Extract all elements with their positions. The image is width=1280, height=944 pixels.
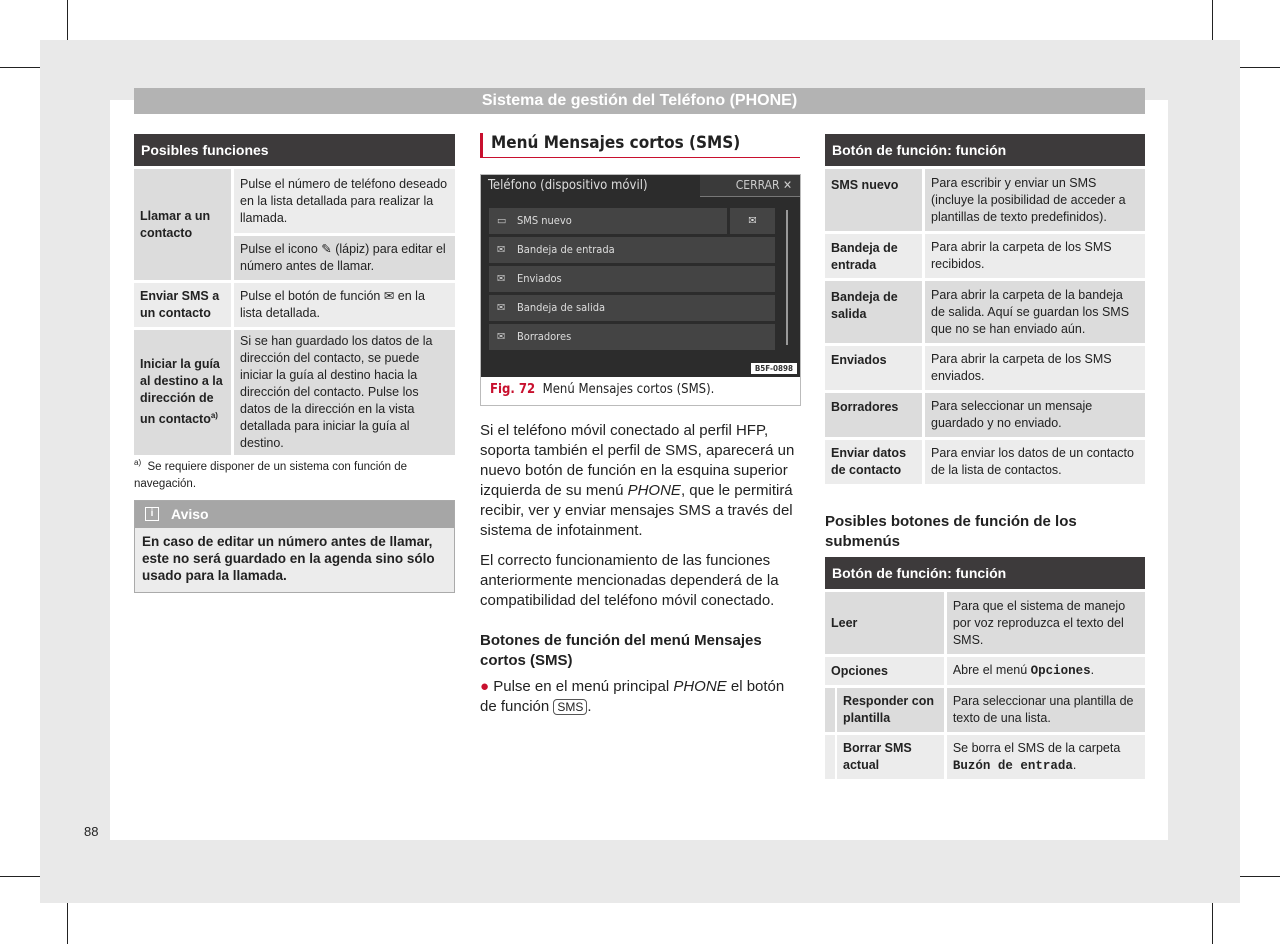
crop-mark bbox=[0, 876, 40, 877]
crop-mark bbox=[1212, 0, 1213, 40]
text: PHONE bbox=[673, 678, 727, 695]
row-label: Borrar SMS actual bbox=[837, 735, 947, 779]
paragraph bbox=[480, 421, 800, 541]
row-desc: Pulse el icono ✎ (lápiz) para editar el número antes de llamar. bbox=[234, 236, 455, 280]
row-label: SMS nuevo bbox=[825, 169, 925, 231]
submenu-table bbox=[825, 554, 1145, 782]
row-label: Responder con plantilla bbox=[837, 688, 947, 732]
row-desc: Para seleccionar un mensaje guardado y no enviado. bbox=[925, 393, 1145, 437]
scrollbar[interactable] bbox=[786, 210, 788, 345]
row-desc: Para abrir la carpeta de los SMS enviados. bbox=[925, 346, 1145, 390]
label-text: Iniciar la guía al destino a la dirección de un contacto bbox=[140, 357, 223, 427]
text: Si el teléfono móvil conectado al perfil HFP, soporta también el perfil de SMS, aparecerá un nuevo botón de función en la esquina superior izquierda de su menú bbox=[480, 422, 795, 499]
text: PHONE bbox=[627, 482, 681, 499]
row-label: Enviar datos de contacto bbox=[825, 440, 925, 484]
row-label: Opciones bbox=[825, 657, 947, 685]
text: el botón de función bbox=[480, 678, 785, 715]
item-label: Borradores bbox=[517, 330, 572, 343]
row-label: Leer bbox=[825, 592, 947, 654]
row-desc: Para enviar los datos de un contacto de la lista de contactos. bbox=[925, 440, 1145, 484]
table-title: Botón de función: función bbox=[825, 134, 1145, 166]
row-desc bbox=[947, 735, 1145, 779]
drafts-button[interactable] bbox=[730, 208, 775, 234]
menu-item[interactable] bbox=[489, 324, 775, 350]
row-desc bbox=[947, 657, 1145, 685]
outbox-icon: ✉ bbox=[497, 301, 506, 314]
section-title: Menú Mensajes cortos (SMS) bbox=[480, 133, 800, 158]
notice-box bbox=[134, 500, 455, 593]
text: , que le permitirá recibir, ver y enviar mensajes SMS a través del sistema de infotainment. bbox=[480, 482, 793, 539]
function-table bbox=[825, 131, 1145, 487]
text: . bbox=[1072, 757, 1077, 772]
footnote-text: Se requiere disponer de un sistema con función de navegación. bbox=[134, 460, 408, 490]
text: Abre el menú bbox=[952, 663, 1031, 677]
row-desc: Pulse el número de teléfono deseado en la lista detallada para realizar la llamada. bbox=[234, 169, 455, 233]
row-desc: Para seleccionar una plantilla de texto de una lista. bbox=[947, 688, 1145, 732]
step bbox=[480, 677, 800, 717]
footnote-ref: a) bbox=[210, 411, 218, 421]
row-desc: Para abrir la carpeta de los SMS recibidos. bbox=[925, 234, 1145, 278]
figure-code: B5F-0898 bbox=[751, 363, 797, 374]
notice-text: En caso de editar un número antes de llamar, este no será guardado en la agenda sino sólo usado para la llamada. bbox=[135, 528, 454, 592]
info-icon: i bbox=[145, 507, 159, 521]
table-title: Botón de función: función bbox=[825, 557, 1145, 589]
drafts-icon: ✉ bbox=[497, 330, 506, 343]
crop-mark bbox=[1212, 903, 1213, 944]
item-label: Enviados bbox=[517, 272, 562, 285]
crop-mark bbox=[67, 0, 68, 40]
text: . bbox=[1090, 663, 1095, 677]
figure-label: Fig. 72 bbox=[490, 382, 536, 397]
text: . bbox=[587, 698, 592, 715]
crop-mark bbox=[0, 67, 40, 68]
notice-title: Aviso bbox=[171, 506, 209, 522]
text: Pulse en el menú principal bbox=[493, 678, 674, 695]
sent-icon: ✉ bbox=[497, 272, 506, 285]
footnote-mark: a) bbox=[134, 458, 142, 467]
page-number: 88 bbox=[84, 824, 99, 839]
item-label: Bandeja de salida bbox=[517, 301, 606, 314]
crop-mark bbox=[1240, 876, 1280, 877]
menu-item[interactable] bbox=[489, 266, 775, 292]
row-label bbox=[134, 330, 234, 455]
phone-screen bbox=[481, 175, 800, 377]
paragraph: El correcto funcionamiento de las funciones anteriormente mencionadas dependerá de la compatibilidad del teléfono móvil conectado. bbox=[480, 552, 779, 609]
subheading: Posibles botones de función de los submenús bbox=[825, 513, 1077, 550]
footnote bbox=[134, 454, 454, 493]
crop-mark bbox=[67, 903, 68, 944]
functions-table bbox=[134, 131, 455, 458]
caption-text: Menú Mensajes cortos (SMS). bbox=[542, 382, 715, 397]
row-desc: Si se han guardado los datos de la dirección del contacto, se puede iniciar la guía al destino hacia la dirección del contacto. Pulse los datos de la dirección en la vista detallada para iniciar la guía al destino. bbox=[234, 330, 455, 455]
drafts-icon: ✉ bbox=[748, 214, 757, 227]
row-desc: Para abrir la carpeta de la bandeja de salida. Aquí se guardan los SMS que no se han enviado aún. bbox=[925, 281, 1145, 343]
row-label: Enviados bbox=[825, 346, 925, 390]
row-label: Llamar a un contacto bbox=[134, 169, 234, 280]
row-label: Enviar SMS a un contacto bbox=[134, 283, 234, 327]
text: Se borra el SMS de la carpeta bbox=[952, 740, 1121, 755]
sms-icon: ▭ bbox=[497, 214, 507, 227]
row-desc: Para escribir y enviar un SMS (incluye la posibilidad de acceder a plantillas de texto predefinidos). bbox=[925, 169, 1145, 231]
sms-key: SMS bbox=[553, 699, 587, 715]
text: Opciones bbox=[1030, 664, 1091, 678]
inbox-icon: ✉ bbox=[497, 243, 506, 256]
bullet: ● bbox=[480, 678, 490, 695]
row-label: Bandeja de salida bbox=[825, 281, 925, 343]
section-header: Sistema de gestión del Teléfono (PHONE) bbox=[134, 88, 1145, 114]
item-label: SMS nuevo bbox=[517, 214, 572, 227]
figure-caption bbox=[490, 382, 714, 397]
menu-item[interactable] bbox=[489, 237, 775, 263]
crop-mark bbox=[1240, 67, 1280, 68]
indent bbox=[825, 735, 837, 779]
row-label: Borradores bbox=[825, 393, 925, 437]
screen-title: Teléfono (dispositivo móvil) bbox=[488, 178, 648, 193]
close-button[interactable]: CERRAR ✕ bbox=[700, 175, 800, 197]
item-label: Bandeja de entrada bbox=[517, 243, 615, 256]
menu-item[interactable] bbox=[489, 208, 727, 234]
row-label: Bandeja de entrada bbox=[825, 234, 925, 278]
subheading: Botones de función del menú Mensajes cortos (SMS) bbox=[480, 632, 762, 669]
menu-item[interactable] bbox=[489, 295, 775, 321]
indent bbox=[825, 688, 837, 732]
table-title: Posibles funciones bbox=[134, 134, 455, 166]
row-desc: Para que el sistema de manejo por voz reproduzca el texto del SMS. bbox=[947, 592, 1145, 654]
figure bbox=[480, 174, 801, 406]
text: Buzón de entrada bbox=[952, 758, 1073, 773]
row-desc: Pulse el botón de función ✉ en la lista detallada. bbox=[234, 283, 455, 327]
